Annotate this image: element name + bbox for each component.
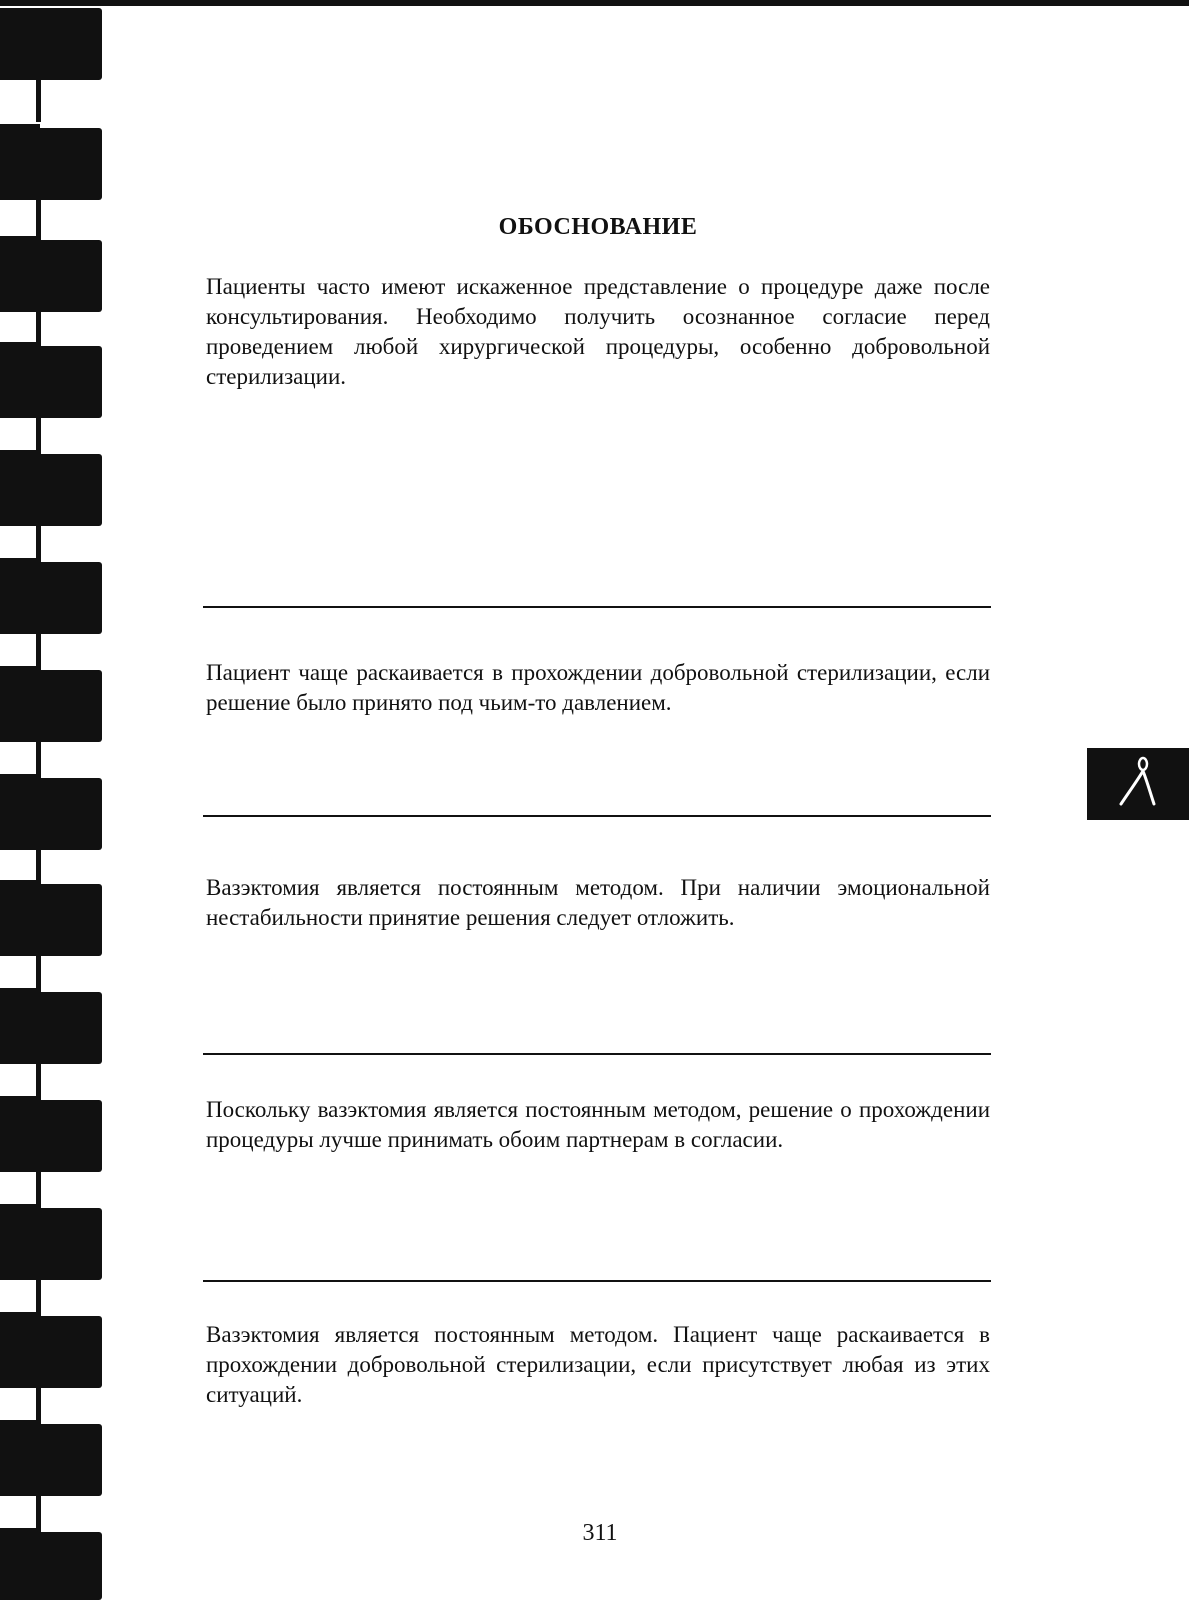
binding-ring — [0, 778, 102, 850]
binding-wire — [36, 80, 41, 122]
binding-ring — [0, 240, 102, 312]
binding-ring — [0, 346, 102, 418]
binding-ring — [0, 562, 102, 634]
page-title: ОБОСНОВАНИЕ — [498, 214, 698, 240]
binding-ring — [0, 884, 102, 956]
binding-ring — [0, 992, 102, 1064]
paragraph-pressure: Пациент чаще раскаивается в прохождении добровольной стерилизации, если решение было принято под чьим-то давлением. — [206, 660, 990, 715]
section-divider — [203, 606, 991, 608]
paragraph-situations: Вазэктомия является постоянным методом. Пациент чаще раскаивается в прохождении добровольной стерилизации, если присутствует любая из этих ситуаций. — [206, 1322, 990, 1407]
binding-ring — [0, 1316, 102, 1388]
paragraph-emotional-instability: Вазэктомия является постоянным методом. При наличии эмоциональной нестабильности принятие решения следует отложить. — [206, 875, 990, 930]
paragraph-partners-consent: Поскольку вазэктомия является постоянным методом, решение о прохождении процедуры лучше принимать обоим партнерам в согласии. — [206, 1097, 990, 1152]
binding-ring — [0, 670, 102, 742]
person-figure-icon — [1087, 748, 1189, 820]
binding-ring — [0, 454, 102, 526]
binding-ring — [0, 1532, 102, 1600]
paragraph-rationale: Пациенты часто имеют искаженное представление о процедуре даже после консультирования. Необходимо получить осознанное согласие перед проведением любой хирургической процедуры, особенно добровольной стерилизации. — [206, 274, 990, 389]
binding-ring — [0, 8, 102, 80]
chapter-tab — [1087, 748, 1189, 820]
binding-ring — [0, 128, 102, 200]
section-divider — [203, 815, 991, 817]
page-number: 311 — [582, 1520, 618, 1546]
binding-ring — [0, 1100, 102, 1172]
section-divider — [203, 1280, 991, 1282]
page-top-edge — [0, 0, 1189, 6]
section-divider — [203, 1053, 991, 1055]
binding-ring — [0, 1424, 102, 1496]
binding-ring — [0, 1208, 102, 1280]
spiral-binding — [0, 0, 110, 1600]
